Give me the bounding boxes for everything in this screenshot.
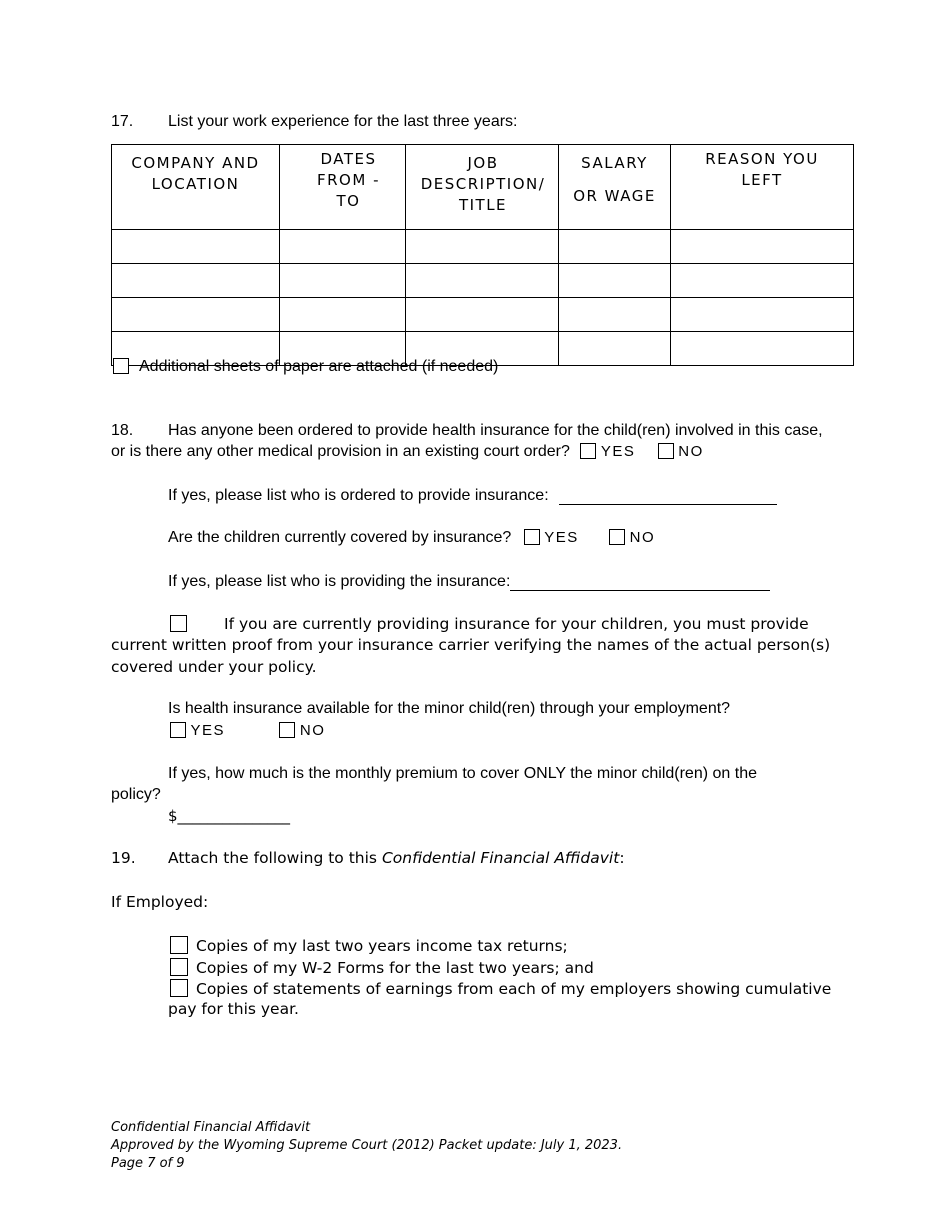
header-job: JOB DESCRIPTION/ TITLE xyxy=(406,145,559,230)
cell-reason[interactable] xyxy=(671,230,854,264)
cell-reason[interactable] xyxy=(671,332,854,366)
header-salary: SALARY OR WAGE xyxy=(559,145,671,230)
ordered-input-line[interactable] xyxy=(559,486,777,505)
attached-sheets-row xyxy=(113,358,498,376)
q17-text: List your work experience for the last three years: xyxy=(168,113,518,130)
covered-no-checkbox[interactable] xyxy=(609,529,625,545)
tax-returns-checkbox[interactable] xyxy=(170,936,188,954)
q18-line2: or is there any other medical provision in an existing court order? xyxy=(111,443,570,460)
earnings-label: Copies of statements of earnings from each of my employers showing cumulative xyxy=(196,980,832,998)
q18-line2-row xyxy=(111,443,704,461)
header-reason: REASON YOU LEFT xyxy=(671,145,854,230)
tax-returns-label: Copies of my last two years income tax returns; xyxy=(196,937,568,955)
table-header-row xyxy=(112,145,854,230)
q18-yes-label: YES xyxy=(600,443,636,460)
q18-number: 18. xyxy=(111,422,134,439)
providing-row xyxy=(168,572,770,591)
q19-text: Attach the following to this Confidential Financial Affidavit: xyxy=(168,849,625,867)
covered-yes-checkbox[interactable] xyxy=(524,529,540,545)
cell-dates[interactable] xyxy=(280,230,406,264)
q19-affidavit-title: Confidential Financial Affidavit xyxy=(381,849,620,867)
cell-salary[interactable] xyxy=(559,332,671,366)
cell-reason[interactable] xyxy=(671,298,854,332)
covered-yes-label: YES xyxy=(544,529,579,546)
q19-number: 19. xyxy=(111,849,136,867)
cell-salary[interactable] xyxy=(559,264,671,298)
table-row xyxy=(112,298,854,332)
cell-job[interactable] xyxy=(406,230,559,264)
proof-line2: current written proof from your insurance carrier verifying the names of the actual person(s) xyxy=(111,636,831,654)
footer-page-number: Page 7 of 9 xyxy=(111,1156,185,1171)
ordered-row xyxy=(168,486,777,505)
cell-job[interactable] xyxy=(406,264,559,298)
earnings-label-cont: pay for this year. xyxy=(168,1000,299,1018)
header-company: COMPANY AND LOCATION xyxy=(112,145,280,230)
footer-approval: Approved by the Wyoming Supreme Court (2012) Packet update: July 1, 2023. xyxy=(111,1138,623,1153)
cell-company[interactable] xyxy=(112,264,280,298)
q18-yes-checkbox[interactable] xyxy=(580,443,596,459)
premium-line1: If yes, how much is the monthly premium to cover ONLY the minor child(ren) on the xyxy=(168,765,757,782)
attach-item xyxy=(170,979,831,998)
w2-checkbox[interactable] xyxy=(170,958,188,976)
cell-company[interactable] xyxy=(112,230,280,264)
work-experience-table xyxy=(111,144,854,366)
table-row xyxy=(112,264,854,298)
earnings-checkbox[interactable] xyxy=(170,979,188,997)
available-label: Is health insurance available for the minor child(ren) through your employment? xyxy=(168,700,731,717)
q18-no-checkbox[interactable] xyxy=(658,443,674,459)
cell-dates[interactable] xyxy=(280,298,406,332)
covered-no-label: NO xyxy=(629,529,656,546)
header-dates: DATES FROM - TO xyxy=(280,145,406,230)
available-yes-label: YES xyxy=(190,722,225,739)
footer-title: Confidential Financial Affidavit xyxy=(111,1120,311,1135)
proof-line3: covered under your policy. xyxy=(111,658,317,676)
proof-line1: If you are currently providing insurance for your children, you must provide xyxy=(224,615,809,633)
proof-checkbox-wrap xyxy=(170,615,187,633)
available-row xyxy=(170,722,325,740)
premium-input[interactable]: $_______________ xyxy=(168,807,291,825)
attach-item xyxy=(170,936,568,955)
if-employed-label: If Employed: xyxy=(111,893,209,911)
covered-row xyxy=(168,529,655,547)
covered-label: Are the children currently covered by insurance? xyxy=(168,529,512,546)
cell-job[interactable] xyxy=(406,298,559,332)
premium-line2: policy? xyxy=(111,786,161,803)
attach-item xyxy=(170,958,594,977)
cell-dates[interactable] xyxy=(280,264,406,298)
table-row xyxy=(112,230,854,264)
available-yes-checkbox[interactable] xyxy=(170,722,186,738)
available-no-label: NO xyxy=(299,722,326,739)
cell-company[interactable] xyxy=(112,298,280,332)
w2-label: Copies of my W-2 Forms for the last two years; and xyxy=(196,959,594,977)
providing-input-line[interactable] xyxy=(510,572,770,591)
q18-no-label: NO xyxy=(678,443,704,460)
available-no-checkbox[interactable] xyxy=(279,722,295,738)
cell-salary[interactable] xyxy=(559,230,671,264)
q18-line1: Has anyone been ordered to provide health insurance for the child(ren) involved in this case, xyxy=(168,422,823,439)
attached-sheets-label: Additional sheets of paper are attached (if needed) xyxy=(139,358,499,375)
attached-sheets-checkbox[interactable] xyxy=(113,358,129,374)
cell-reason[interactable] xyxy=(671,264,854,298)
providing-label: If yes, please list who is providing the insurance: xyxy=(168,573,511,590)
proof-checkbox[interactable] xyxy=(170,615,187,632)
ordered-label: If yes, please list who is ordered to provide insurance: xyxy=(168,487,549,504)
cell-salary[interactable] xyxy=(559,298,671,332)
q17-number: 17. xyxy=(111,113,134,130)
